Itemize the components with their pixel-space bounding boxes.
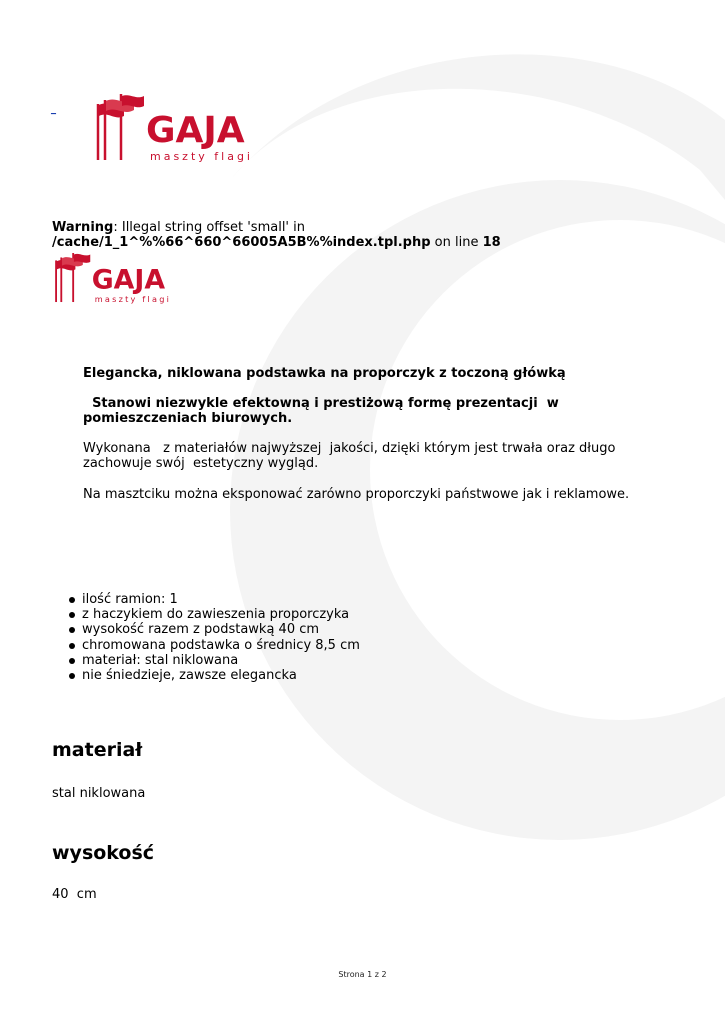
material-heading: materiał (52, 739, 143, 761)
list-item: ilość ramion: 1 (82, 592, 360, 607)
list-item: chromowana podstawka o średnicy 8,5 cm (82, 637, 360, 653)
warning-path: /cache/1_1^%%66^660^66005A5B%%index.tpl.php (52, 235, 431, 250)
warning-line: 18 (482, 235, 501, 250)
product-headline: Elegancka, niklowana podstawka na proporczyk z toczoną główką (83, 366, 566, 381)
logo-brand-text: GAJA (91, 264, 166, 296)
warning-message (52, 220, 682, 250)
logo-tagline-text: maszty flagi (150, 150, 253, 163)
list-item: nie śniedzieje, zawsze elegancka (82, 668, 360, 683)
material-value: stal niklowana (52, 786, 146, 801)
height-heading: wysokość (52, 842, 155, 864)
product-note: Na masztciku można eksponować zarówno proporczyki państwowe jak i reklamowe. (83, 487, 630, 502)
warning-mid: on line (430, 235, 483, 250)
height-value: 40 cm (52, 887, 97, 902)
flags-icon (98, 94, 144, 160)
logo-tagline-text: maszty flagi (94, 294, 172, 305)
page-number: Strona 1 z 2 (338, 970, 387, 979)
warning-label: Warning (52, 220, 114, 235)
flags-icon (56, 253, 90, 302)
product-subheadline: Stanowi niezwykle efektowną i prestiżową formę prezentacji w pomieszczeniach biurowych. (83, 396, 564, 426)
logo-brand-text: GAJA (146, 110, 245, 151)
list-item: materiał: stal niklowana (82, 653, 360, 668)
product-description: Wykonana z materiałów najwyższej jakości, dzięki którym jest trwała oraz długo zachowuje swój estetyczny wygląd. (83, 441, 624, 471)
gaja-logo (94, 94, 266, 164)
top-link[interactable]: _ (51, 104, 56, 115)
list-item: z haczykiem do zawieszenia proporczyka (82, 607, 360, 622)
warning-text: : Illegal string offset 'small' in (113, 220, 305, 235)
list-item: wysokość razem z podstawką 40 cm (82, 622, 360, 637)
feature-list (52, 592, 360, 683)
gaja-logo-small (53, 253, 181, 305)
